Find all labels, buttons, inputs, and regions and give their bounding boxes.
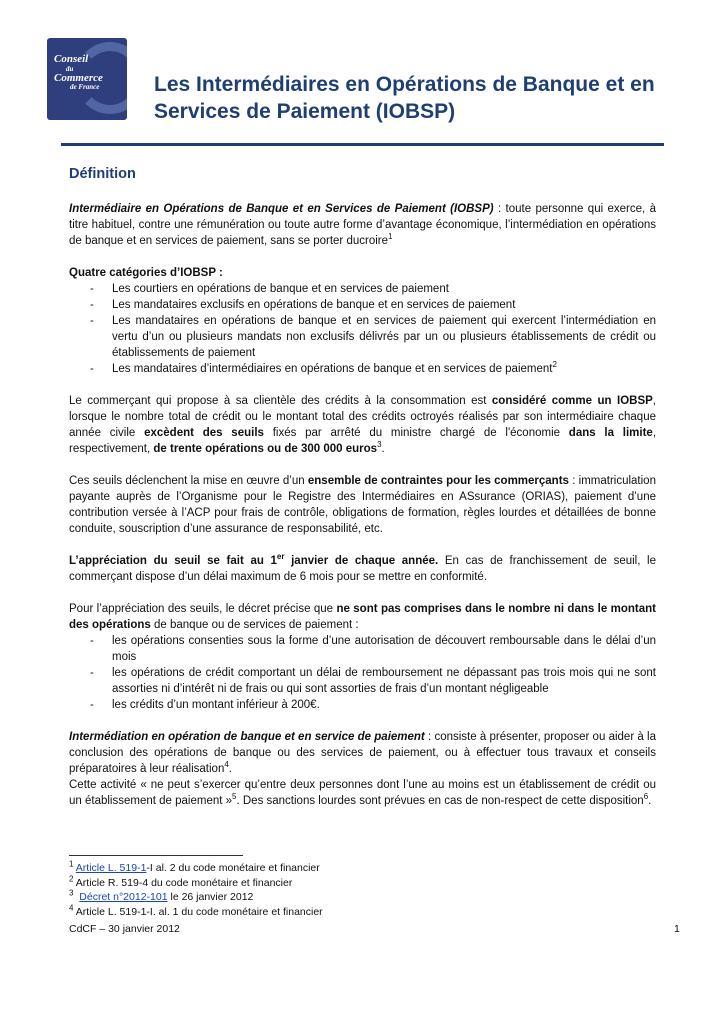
list-item: - Les mandataires en opérations de banque et en services de paiement qui exercent l’intermédiation en vertu d’un ou plusieurs mandats non exclusifs délivrés par un ou plusieurs établissements de crédit ou établissements de paiement (69, 313, 656, 361)
definition-term: Intermédiaire en Opérations de Banque et en Services de Paiement (IOBSP) (69, 203, 494, 215)
logo-text-3: Commerce (54, 71, 103, 84)
list-item: - Les mandataires d’intermédiaires en opérations de banque et en services de paiement$^2$ (69, 361, 656, 377)
article-l519-1-link[interactable]: Article L. 519-1 (75, 862, 147, 874)
document-title: Les Intermédiaires en Opérations de Banque et en Services de Paiement (IOBSP) (154, 73, 655, 123)
footnote-ref-6: 6 (643, 792, 649, 802)
intermediation-paragraph: Intermédiation en opération de banque et en service de paiement : consiste à présenter, proposer ou aider à la conclusion des opérations de banque ou des services de paiement, ou à effectuer tous travaux et conseils préparatoires à leur réalisation$^4$. (69, 731, 656, 775)
footnote-1: $^1$ Article L. 519-1-I al. 2 du code monétaire et financier (69, 859, 320, 874)
footnote-ref-3: 3 (377, 440, 382, 450)
footnote-ref-4: 4 (224, 760, 229, 770)
list-item: - Les mandataires exclusifs en opérations de banque et en services de paiement (69, 297, 656, 313)
document-body (69, 164, 656, 809)
categories-heading: Quatre catégories d’IOBSP : (69, 267, 223, 279)
threshold-paragraph: Le commerçant qui propose à sa clientèle des crédits à la consommation est considéré comme un IOBSP, lorsque le nombre total de crédit ou le montant total des crédits octroyés réalisés par son intermédiaire chaque année civile excèdent des seuils fixés par arrêté du ministre chargé de l'économie dans la limite, respectivement, de trente opérations ou de 300 000 euros$^3$. (69, 395, 657, 455)
exclusions-paragraph: Pour l’appréciation des seuils, le décret précise que ne sont pas comprises dans le nombre ni dans le montant des opérations de banque ou de services de paiement : (69, 603, 656, 631)
footnote-ref-1: 1 (388, 232, 393, 242)
conseil-du-commerce-logo (47, 38, 127, 120)
footnote-2: $^2$ Article R. 519-4 du code monétaire et financier (69, 874, 293, 889)
footnote-4: $^4$ Article L. 519-1-I. al. 1 du code monétaire et financier (69, 903, 323, 918)
section-heading: Définition (69, 166, 136, 182)
footnotes (69, 861, 656, 919)
logo-text-1: Conseil (54, 53, 89, 65)
footer-date: CdCF – 30 janvier 2012 (69, 923, 180, 935)
categories-list (69, 281, 656, 377)
title-divider (61, 143, 664, 146)
page-number: 1 (674, 923, 680, 935)
exclusions-list (69, 633, 656, 713)
decret-2012-101-link[interactable]: Décret n°2012-101 (79, 891, 168, 903)
footnote-ref-5: 5 (232, 792, 237, 802)
definition-paragraph (69, 201, 656, 249)
footnote-3: $^3$ Décret n°2012-101 le 26 janvier 2012 (69, 888, 254, 903)
assessment-paragraph: L’appréciation du seuil se fait au 1er janvier de chaque année. En cas de franchissement de seuil, le commerçant dispose d’un délai maximum de 6 mois pour se mettre en conformité. (69, 552, 656, 583)
list-item: - les opérations consenties sous la forme d’une autorisation de découvert remboursable dans le délai d’un mois (69, 633, 656, 665)
logo-text-4: de France (70, 83, 100, 92)
definition-text: : toute personne qui exerce, à titre habituel, contre une rémunération ou toute autre forme d’avantage économique, l’intermédiation en opérations de banque et en services de paiement, sans se porter ducroire (69, 203, 656, 247)
activity-paragraph: Cette activité « ne peut s’exercer qu’entre deux personnes dont l’une au moins est un établissement de crédit ou un établissement de paiement »$^5$. Des sanctions lourdes sont prévues en cas de non-respect de cette disposition$^6$. (69, 779, 656, 807)
logo-text-2: du (66, 64, 74, 73)
footnote-ref-2: 2 (552, 360, 557, 370)
footnote-divider (69, 855, 243, 856)
list-item: - les crédits d’un montant inférieur à 200€. (69, 697, 656, 713)
list-item: - Les courtiers en opérations de banque et en services de paiement (69, 281, 656, 297)
constraints-paragraph: Ces seuils déclenchent la mise en œuvre d’un ensemble de contraintes pour les commerçants : immatriculation payante auprès de l’Organisme pour le Registre des Intermédiaires en ASsurance (ORIAS), paiement d’une contribution versée à l’ACP pour frais de contrôle, obligations de formation, règles lourdes et détaillées de bonne conduite, souscription d’une assurance de responsabilité, etc. (69, 475, 656, 535)
list-item: - les opérations de crédit comportant un délai de remboursement ne dépassant pas trois mois qui ne sont assorties ni d’intérêt ni de frais ou qui sont assorties de frais d’un montant négligeable (69, 665, 656, 697)
